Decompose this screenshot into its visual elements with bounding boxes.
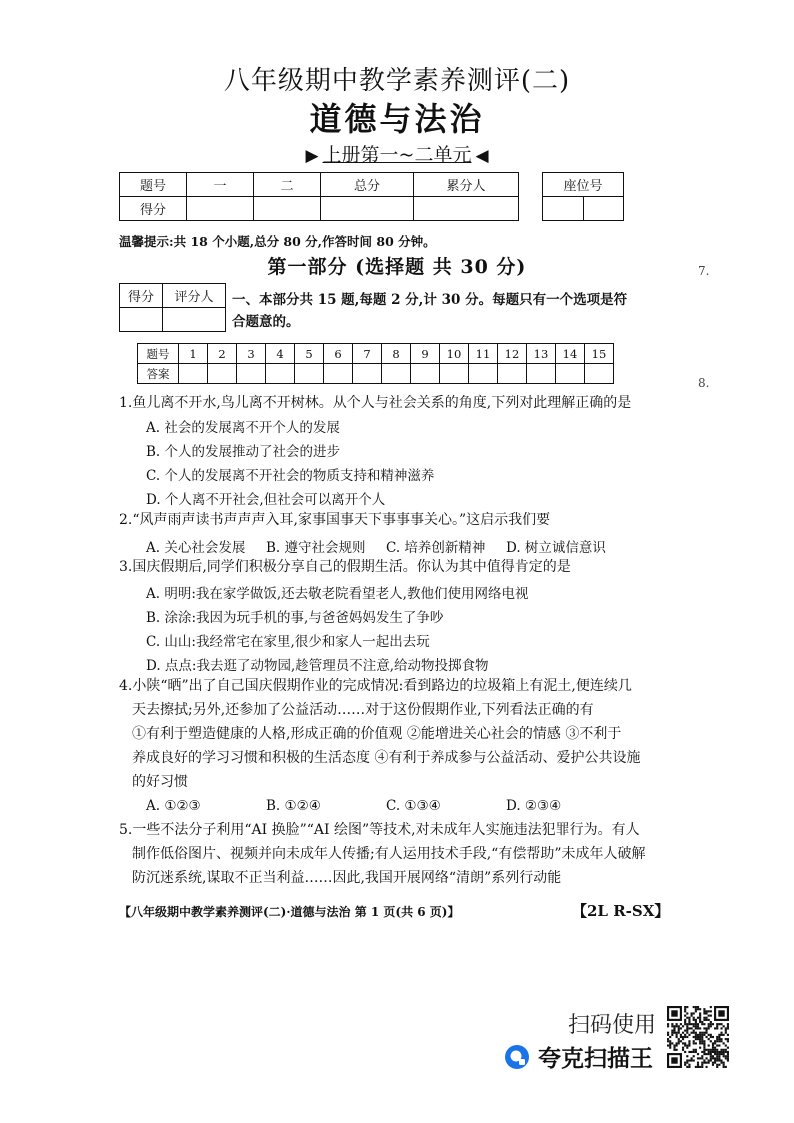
question-4-stem-line: 4.小陕“晒”出了自己国庆假期作业的完成情况:看到路边的垃圾箱上有泥土,便连续几 bbox=[119, 678, 632, 694]
score-table-header: 题号 bbox=[120, 173, 187, 197]
grader-name-label: 评分人 bbox=[163, 284, 226, 308]
question-4-stem-line: 天去擦拭;另外,还参加了公益活动……对于这份假期作业,下列看法正确的有 bbox=[132, 702, 594, 718]
answer-cell[interactable] bbox=[527, 364, 556, 384]
question-5-stem-line: 5.一些不法分子利用“AI 换脸”“AI 绘图”等技术,对未成年人实施违法犯罪行为。有人 bbox=[119, 822, 640, 838]
question-1-stem: 1.鱼儿离不开水,鸟儿离不开树林。从个人与社会关系的角度,下列对此理解正确的是 bbox=[119, 395, 632, 411]
seat-cell[interactable] bbox=[543, 197, 584, 221]
answer-cell[interactable] bbox=[237, 364, 266, 384]
exam-title: 八年级期中教学素养测评(二) bbox=[223, 66, 571, 96]
unit-text: 上册第一~二单元 bbox=[322, 144, 472, 166]
warm-tip: 温馨提示:共 18 个小题,总分 80 分,作答时间 80 分钟。 bbox=[119, 234, 436, 249]
grader-score-cell[interactable] bbox=[120, 308, 163, 332]
triangle-right-icon: ▶ bbox=[305, 146, 319, 166]
score-table-header: 总分 bbox=[321, 173, 414, 197]
question-3-option-c: C. 山山:我经常宅在家里,很少和家人一起出去玩 bbox=[146, 634, 430, 650]
grader-table bbox=[119, 283, 226, 332]
question-5-stem-line: 防沉迷系统,谋取不正当利益……因此,我国开展网络“清朗”系列行动能 bbox=[132, 870, 562, 886]
seat-cell[interactable] bbox=[583, 197, 624, 221]
question-3-option-b: B. 涂涂:我因为玩手机的事,与爸爸妈妈发生了争吵 bbox=[146, 610, 444, 626]
score-table bbox=[119, 172, 519, 221]
answer-cell[interactable] bbox=[179, 364, 208, 384]
question-4-option-d: D. ②③④ bbox=[506, 798, 562, 814]
question-1-option-c: C. 个人的发展离不开社会的物质支持和精神滋养 bbox=[146, 468, 435, 484]
question-2-options bbox=[146, 536, 626, 556]
answer-cell[interactable] bbox=[266, 364, 295, 384]
question-2-option-b: B. 遵守社会规则 bbox=[266, 540, 366, 556]
answer-number: 11 bbox=[469, 344, 498, 364]
grader-name-cell[interactable] bbox=[163, 308, 226, 332]
side-mark: 7. bbox=[698, 264, 710, 278]
seat-label: 座位号 bbox=[543, 173, 624, 197]
quark-logo-icon bbox=[504, 1044, 530, 1070]
seat-table bbox=[542, 172, 624, 221]
answer-number: 1 bbox=[179, 344, 208, 364]
question-3-stem: 3.国庆假期后,同学们积极分享自己的假期生活。你认为其中值得肯定的是 bbox=[119, 559, 571, 575]
question-3-option-a: A. 明明:我在家学做饭,还去敬老院看望老人,教他们使用网络电视 bbox=[146, 586, 529, 602]
answer-cell[interactable] bbox=[411, 364, 440, 384]
question-1-option-a: A. 社会的发展离不开个人的发展 bbox=[146, 420, 340, 436]
answer-cell[interactable] bbox=[440, 364, 469, 384]
question-2-option-c: C. 培养创新精神 bbox=[386, 540, 486, 556]
answer-number: 15 bbox=[585, 344, 614, 364]
question-3-option-d: D. 点点:我去逛了动物园,趁管理员不注意,给动物投掷食物 bbox=[146, 658, 489, 674]
question-4-option-c: C. ①③④ bbox=[386, 798, 441, 814]
score-table-header: 累分人 bbox=[414, 173, 519, 197]
answer-cell[interactable] bbox=[469, 364, 498, 384]
answer-header-label: 题号 bbox=[138, 344, 179, 364]
score-cell[interactable] bbox=[321, 197, 414, 221]
answer-row-label: 答案 bbox=[138, 364, 179, 384]
question-4-options bbox=[146, 798, 626, 814]
answer-number: 12 bbox=[498, 344, 527, 364]
scanner-brand-name: 夸克扫描王 bbox=[538, 1046, 653, 1072]
part-instruction: 一、本部分共 15 题,每题 2 分,计 30 分。每题只有一个选项是符合题意的。 bbox=[232, 292, 628, 330]
answer-number: 13 bbox=[527, 344, 556, 364]
answer-number: 10 bbox=[440, 344, 469, 364]
answer-cell[interactable] bbox=[556, 364, 585, 384]
answer-cell[interactable] bbox=[208, 364, 237, 384]
score-cell[interactable] bbox=[414, 197, 519, 221]
answer-cell[interactable] bbox=[498, 364, 527, 384]
question-2-stem: 2.“风声雨声读书声声声入耳,家事国事天下事事事关心。”这启示我们要 bbox=[119, 512, 551, 528]
scanner-brand bbox=[504, 1040, 653, 1073]
answer-cell[interactable] bbox=[295, 364, 324, 384]
question-4-stem-line: ①有利于塑造健康的人格,形成正确的价值观 ②能增进关心社会的情感 ③不利于 bbox=[132, 726, 622, 742]
question-1-option-b: B. 个人的发展推动了社会的进步 bbox=[146, 444, 341, 460]
answer-cell[interactable] bbox=[585, 364, 614, 384]
unit-range bbox=[0, 140, 794, 167]
question-2-option-a: A. 关心社会发展 bbox=[146, 540, 246, 556]
question-4-stem-line: 的好习惯 bbox=[132, 774, 188, 790]
side-mark: 8. bbox=[698, 376, 710, 390]
answer-number: 2 bbox=[208, 344, 237, 364]
question-4-stem-line: 养成良好的学习习惯和积极的生活态度 ④有利于养成参与公益活动、爱护公共设施 bbox=[132, 750, 641, 766]
qr-code-icon[interactable] bbox=[667, 1006, 729, 1068]
question-4-option-a: A. ①②③ bbox=[146, 798, 201, 814]
triangle-left-icon: ◀ bbox=[475, 146, 489, 166]
score-cell[interactable] bbox=[187, 197, 254, 221]
subject-title: 道德与法治 bbox=[309, 100, 485, 138]
answer-number: 7 bbox=[353, 344, 382, 364]
answer-number: 3 bbox=[237, 344, 266, 364]
score-row-label: 得分 bbox=[120, 197, 187, 221]
answer-number: 14 bbox=[556, 344, 585, 364]
score-table-header: 二 bbox=[254, 173, 321, 197]
answer-cell[interactable] bbox=[382, 364, 411, 384]
answer-number: 6 bbox=[324, 344, 353, 364]
question-4-option-b: B. ①②④ bbox=[266, 798, 321, 814]
question-1-option-d: D. 个人离不开社会,但社会可以离开个人 bbox=[146, 492, 386, 508]
answer-number: 5 bbox=[295, 344, 324, 364]
question-2-option-d: D. 树立诚信意识 bbox=[506, 540, 606, 556]
score-cell[interactable] bbox=[254, 197, 321, 221]
paper-code: 【2L R-SX】 bbox=[572, 902, 670, 920]
answer-table bbox=[137, 343, 614, 384]
answer-number: 9 bbox=[411, 344, 440, 364]
answer-number: 8 bbox=[382, 344, 411, 364]
answer-cell[interactable] bbox=[324, 364, 353, 384]
section-title: 第一部分 (选择题 共 30 分) bbox=[267, 256, 527, 278]
score-table-header: 一 bbox=[187, 173, 254, 197]
grader-score-label: 得分 bbox=[120, 284, 163, 308]
page-footer: 【八年级期中教学素养测评(二)·道德与法治 第 1 页(共 6 页)】 bbox=[119, 905, 460, 919]
question-5-stem-line: 制作低俗图片、视频并向未成年人传播;有人运用技术手段,“有偿帮助”未成年人破解 bbox=[132, 846, 646, 862]
answer-number: 4 bbox=[266, 344, 295, 364]
answer-cell[interactable] bbox=[353, 364, 382, 384]
scan-to-use-label: 扫码使用 bbox=[568, 1013, 657, 1038]
